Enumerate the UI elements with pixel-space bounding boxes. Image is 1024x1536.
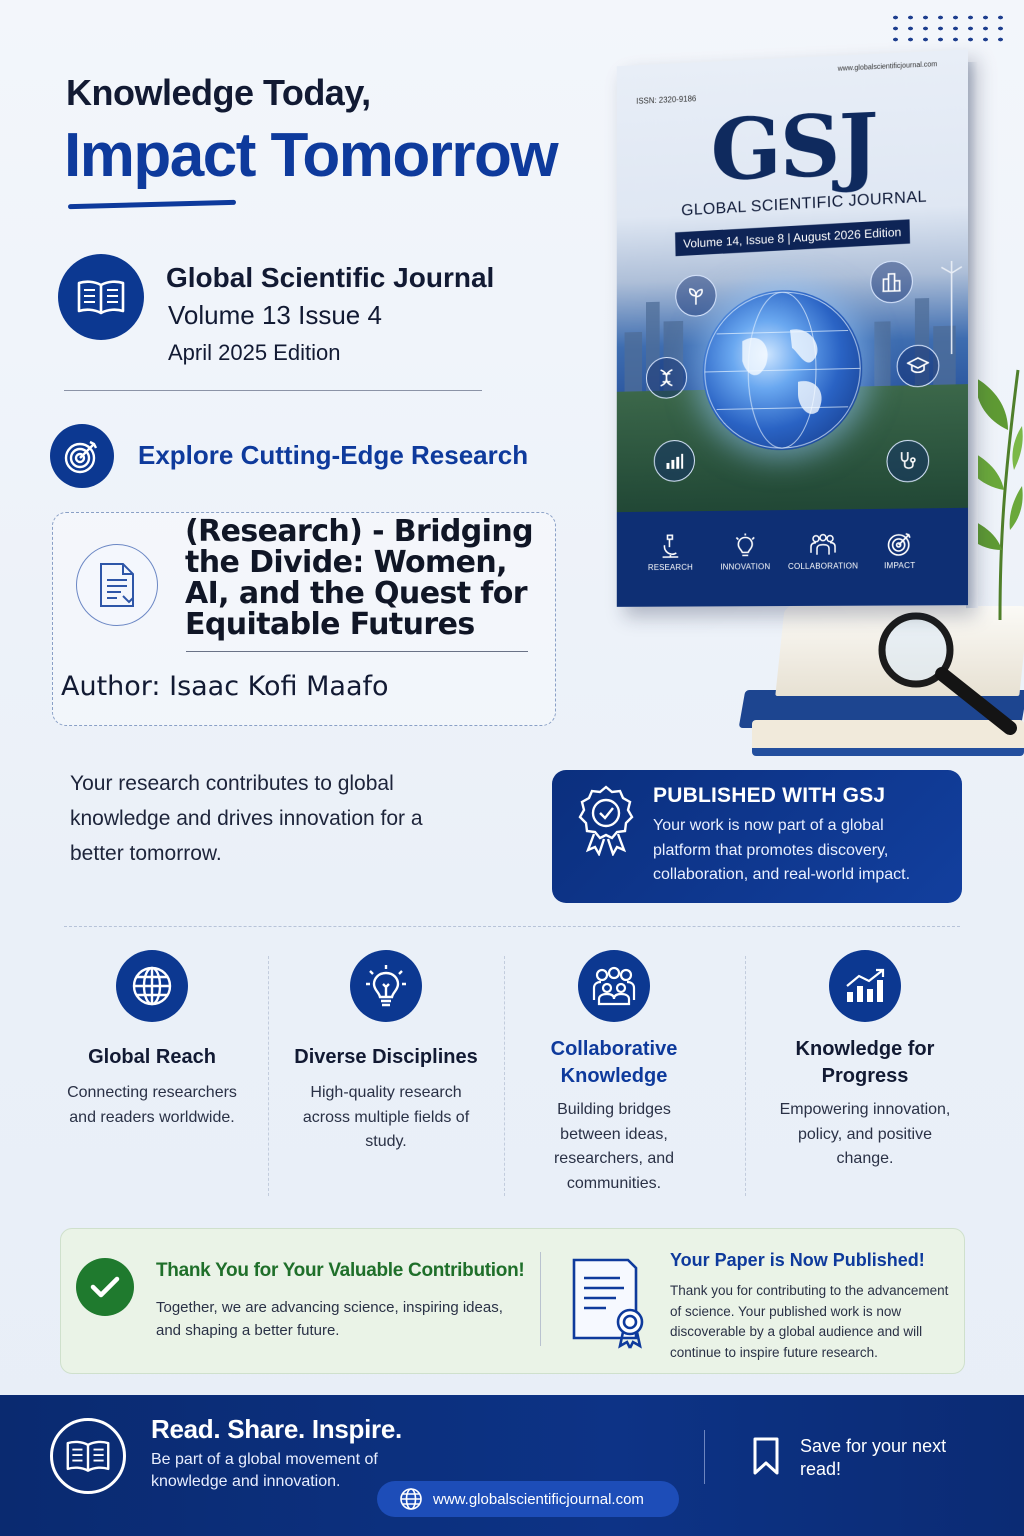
- cover-face: [617, 50, 968, 607]
- award-badge-icon: [578, 784, 634, 856]
- headline-line-1: Knowledge Today,: [66, 72, 371, 113]
- cover-band-label: RESEARCH: [647, 562, 694, 573]
- feature-text: High-quality research across multiple fields of study.: [302, 1084, 470, 1150]
- cover-band-label: IMPACT: [884, 560, 916, 571]
- globe-icon: [399, 1487, 423, 1511]
- cover-band-impact: [856, 526, 943, 570]
- footer-text: Be part of a global movement of knowledge and innovation.: [151, 1451, 378, 1490]
- now-published-text: Thank you for contributing to the advancement of science. Your published work is now discoverable by a global audience and will continue to inspire future research.: [670, 1283, 949, 1360]
- paper-title-line: Equitable Futures: [185, 607, 475, 642]
- paper-title-line: the Divide: Women,: [185, 545, 507, 580]
- headline-underline: [68, 200, 236, 209]
- feature-title: Knowledge for Progress: [795, 1038, 935, 1087]
- target-icon: [50, 424, 114, 488]
- bookmark-icon[interactable]: [752, 1436, 780, 1476]
- feature-text: Building bridges between ideas, researchers, and communities.: [553, 1101, 675, 1192]
- cover-issn: ISSN: 2320-9186: [636, 94, 697, 106]
- globe-icon: [703, 288, 862, 452]
- people-icon: [809, 532, 837, 556]
- thank-you-text: Together, we are advancing science, inspiring ideas, and shaping a better future.: [156, 1299, 503, 1339]
- cover-subtitle: GLOBAL SCIENTIFIC JOURNAL: [681, 188, 928, 220]
- contribution-text: Your research contributes to global knowledge and drives innovation for a better tomorrow.: [70, 772, 423, 865]
- target-icon: [886, 531, 912, 557]
- cover-band-innovation: [703, 528, 788, 572]
- feature-collaborative-knowledge: [530, 950, 698, 1196]
- cover-logo: GSJ: [710, 94, 877, 200]
- journal-cover: [614, 58, 980, 618]
- footer-separator: [704, 1430, 705, 1484]
- feature-diverse-disciplines: [294, 950, 478, 1155]
- globe-icon: [116, 950, 188, 1022]
- cover-band-label: COLLABORATION: [787, 561, 859, 572]
- open-book-icon: [50, 1418, 126, 1494]
- feature-title: Collaborative Knowledge: [550, 1038, 678, 1087]
- published-card-title: PUBLISHED WITH GSJ: [653, 784, 886, 807]
- people-icon: [578, 950, 650, 1022]
- website-link[interactable]: [377, 1481, 679, 1517]
- growth-chart-icon: [829, 950, 901, 1022]
- feature-knowledge-for-progress: [772, 950, 958, 1172]
- website-url: www.globalscientificjournal.com: [433, 1490, 644, 1508]
- paper-title: [185, 516, 555, 640]
- feature-global-reach: [62, 950, 242, 1130]
- feature-text: Connecting researchers and readers worldwide.: [67, 1084, 237, 1126]
- cover-band-label: INNOVATION: [720, 562, 771, 572]
- lightbulb-icon: [350, 950, 422, 1022]
- magnifying-glass-icon: [870, 610, 1024, 740]
- headline-line-2: Impact Tomorrow: [64, 121, 558, 190]
- open-book-icon: [58, 254, 144, 340]
- section-divider: [64, 926, 960, 927]
- now-published-title: Your Paper is Now Published!: [670, 1250, 925, 1270]
- feature-separator: [504, 956, 505, 1196]
- lightbulb-icon: [733, 532, 757, 558]
- thank-you-title: Thank You for Your Valuable Contribution!: [156, 1260, 525, 1281]
- journal-edition: April 2025 Edition: [168, 340, 341, 365]
- save-for-later[interactable]: Save for your next read!: [800, 1436, 947, 1479]
- feature-separator: [268, 956, 269, 1196]
- published-card-text: Your work is now part of a global platform that promotes discovery, collaboration, and real-world impact.: [653, 817, 911, 883]
- feature-separator: [745, 956, 746, 1196]
- cover-url: www.globalscientificjournal.com: [837, 61, 938, 73]
- check-icon: [76, 1258, 134, 1316]
- footer-title: Read. Share. Inspire.: [151, 1414, 402, 1444]
- divider: [64, 390, 482, 391]
- feature-text: Empowering innovation, policy, and positive change.: [779, 1101, 951, 1167]
- cover-band-research: [628, 529, 712, 572]
- paper-divider: [186, 651, 528, 652]
- certificate-icon: [570, 1256, 650, 1350]
- cover-band-collaboration: [780, 527, 866, 571]
- cover-volume: Volume 14, Issue 8 | August 2026 Edition: [675, 219, 910, 256]
- panel-separator: [540, 1252, 541, 1346]
- feature-title: Global Reach: [88, 1046, 216, 1068]
- feature-title: Diverse Disciplines: [294, 1046, 478, 1068]
- journal-name: Global Scientific Journal: [166, 262, 495, 293]
- paper-title-line: AI, and the Quest for: [185, 576, 527, 611]
- paper-title-line: (Research) - Bridging: [185, 514, 534, 549]
- microscope-icon: [659, 533, 682, 559]
- journal-volume: Volume 13 Issue 4: [168, 300, 382, 330]
- paper-author: Author: Isaac Kofi Maafo: [61, 671, 389, 702]
- document-icon: [76, 544, 158, 626]
- dot-pattern-decoration: [888, 12, 1010, 46]
- explore-research-link[interactable]: Explore Cutting-Edge Research: [138, 440, 529, 470]
